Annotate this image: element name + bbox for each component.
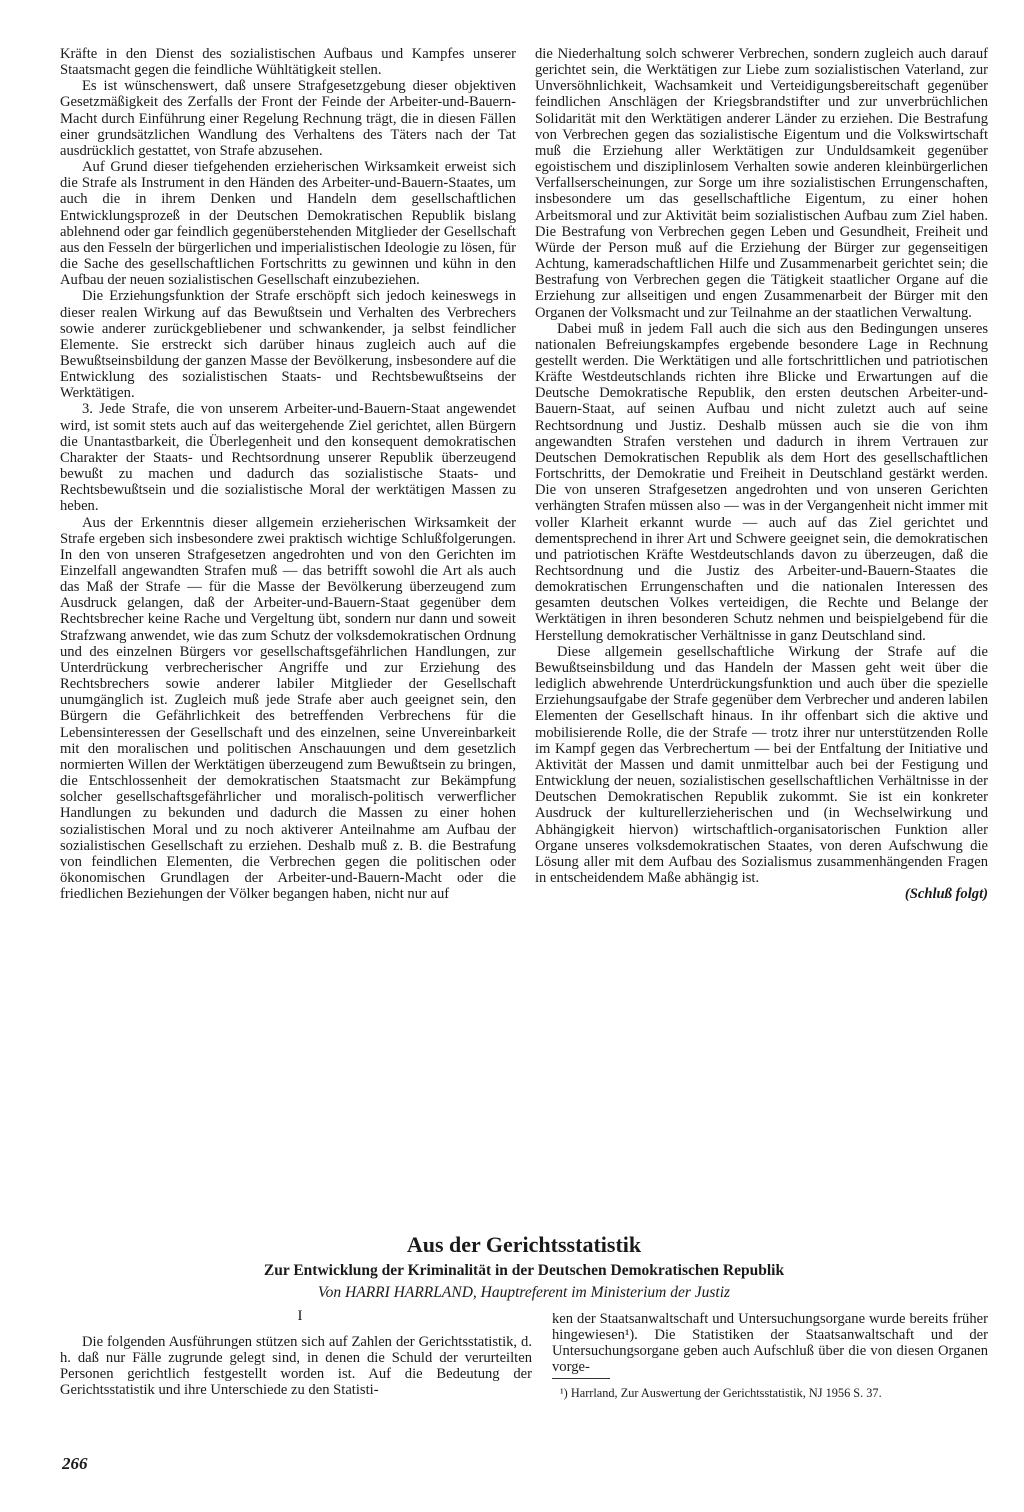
article-left-column	[60, 1334, 532, 1399]
paragraph: Es ist wünschenswert, daß unsere Strafgesetzgebung dieser objektiven Gesetzmäßigkeit des Zerfalls der Front der Feinde der Arbeiter-und-Bauern-Macht durch Einführung einer Regelung Rechnung trägt, die in diesen Fällen einer grundsätzlichen Wandlung des Verhaltens des Täters nach der Tat ausdrücklich gestattet, von Strafe abzusehen.	[60, 78, 516, 159]
paragraph: ken der Staatsanwaltschaft und Untersuchungsorgane wurde bereits früher hingewiesen¹). Die Statistiken der Staatsanwaltschaft und der Untersuchungsorgane geben auch Aufschluß über die von diesen Organen vorge-	[552, 1311, 988, 1376]
paragraph: Kräfte in den Dienst des sozialistischen Aufbaus und Kampfes unserer Staatsmacht gegen die feindliche Wühltätigkeit stellen.	[60, 46, 516, 79]
article-subtitle: Zur Entwicklung der Kriminalität in der Deutschen Demokratischen Republik	[263, 1262, 785, 1279]
paragraph: Dabei muß in jedem Fall auch die sich aus den Bedingungen unseres nationalen Befreiungskampfes ergebende besondere Lage in Rechnung gestellt werden. Die Werktätigen und alle fortschrittlichen und patriotischen Kräfte Westdeutschlands richten ihre Blicke und Erwartungen auf die Deutsche Demokratische Republik, den ersten deutschen Arbeiter-und-Bauern-Staat, auf seinen Aufbau und nicht zuletzt auch auf seine Rechtsordnung und Justiz. Deshalb müssen auch sie die von ihm angewandten Strafen verstehen und dadurch in ihrem Vertrauen zur Deutschen Demokratischen Republik als dem Hort des gesellschaftlichen Fortschritts, der Demokratie und Freiheit in Deutschland gestärkt werden. Die von unseren Strafgesetzen angedrohten und von unseren Gerichten verhängten Strafen müssen also — was in der Vergangenheit nicht immer mit voller Klarheit erkannt wurde — auch auf das Ziel gerichtet und dementsprechend in ihrer Art und Schwere geeignet sein, die demokratischen und patriotischen Kräfte Westdeutschlands davon zu überzeugen, daß die Rechtsordnung und die Justiz des Arbeiter-und-Bauern-Staates die demokratischen Errungenschaften und die nationalen Interessen des gesamten deutschen Volkes verteidigen, die Rechte und Belange der Werktätigen in ihren besonderen Schutz nehmen und beispielgebend für die Herstellung demokratischer Verhältnisse in ganz Deutschland sind.	[535, 320, 988, 644]
page-number: 266	[62, 1454, 88, 1473]
paragraph: Die Erziehungsfunktion der Strafe erschöpft sich jedoch keineswegs in dieser realen Wirkung auf das Bewußtsein und Verhalten des Verbrechers sowie anderer zurückgebliebener und schwankender, ja selbst feindlicher Elemente. Sie erstreckt sich darüber hinaus zugleich auch auf die Bewußtseinsbildung der ganzen Masse der Bevölkerung, insbesondere auf die Entwicklung des sozialistischen Staats- und Rechtsbewußtseins der Werktätigen.	[60, 288, 516, 402]
paragraph: Diese allgemein gesellschaftliche Wirkung der Strafe auf die Bewußtseinsbildung und das Handeln der Massen geht weit über die lediglich abwehrende Unterdrückungsfunktion und auch über die spezielle Erziehungsaufgabe der Strafe gegenüber dem Verbrecher und anderen labilen Elementen der Gesellschaft hinaus. In ihr offenbart sich die aktive und mobilisierende Rolle, die der Strafe — trotz ihrer nur unterstützenden Rolle im Kampf gegen das Verbrechertum — bei der Entfaltung der Initiative und Aktivität der Massen und damit unmittelbar auch bei der Festigung und Entwicklung der neuen, sozialistischen gesellschaftlichen Verhältnisse in der Deutschen Demokratischen Republik zukommt. Sie ist ein konkreter Ausdruck der kulturellerzieherischen und (in Wechselwirkung und Abhängigkeit hiervon) wirtschaftlich-organisatorischen Funktion aller Organe unseres volksdemokratischen Staates, von deren Aufschwung die Lösung aller mit dem Aufbau des Sozialismus zusammenhängenden Fragen in entscheidendem Maße abhängig ist.	[535, 643, 988, 886]
paragraph: Aus der Erkenntnis dieser allgemein erzieherischen Wirksamkeit der Strafe ergeben sich insbesondere zwei praktisch wichtige Schlußfolgerungen. In den von unseren Strafgesetzen angedrohten und von den Gerichten im Einzelfall angewandten Strafen muß — das betrifft sowohl die Art als auch das Maß der Strafe — für die Masse der Bevölkerung überzeugend zum Ausdruck gelangen, daß der Arbeiter-und-Bauern-Staat gegenüber dem Rechtsbrecher keine Rache und Vergeltung übt, sondern nur dann und soweit Strafzwang anwendet, wie das zum Schutz der volksdemokratischen Ordnung und des einzelnen Bürgers vor gesellschaftsgefährlichen Handlungen, zur Unterdrückung verbrecherischer Angriffe und zur Erziehung des Rechtsbrechers sowie anderer labiler Mitglieder der Gesellschaft unumgänglich ist. Zugleich muß jede Strafe aber auch geeignet sein, den Bürgern die Gefährlichkeit des betreffenden Verbrechens für die Lebensinteressen der Gesellschaft und des einzelnen, seine Unvereinbarkeit mit den moralischen und politischen Anschauungen und dem gesetzlich normierten Willen der Werktätigen überzeugend zum Bewußtsein zu bringen, die Entschlossenheit der demokratischen Staatsmacht zur Bekämpfung solcher gesellschaftsgefährlicher und moralisch-politisch verwerflicher Handlungen zu bekunden und dadurch die Massen zu einer hohen sozialistischen Moral und zu noch aktiverer Anteilnahme am Aufbau der sozialistischen Gesellschaft zu erziehen. Deshalb muß z. B. die Bestrafung von feindlichen Elementen, die Verbrechen gegen die politischen oder ökonomischen Grundlagen der Arbeiter-und-Bauern-Macht oder die friedlichen Beziehungen der Völker begangen haben, nicht nur auf	[60, 514, 516, 903]
paragraph: die Niederhaltung solch schwerer Verbrechen, sondern zugleich auch darauf gerichtet sein, die Werktätigen zur Liebe zum sozialistischen Vaterland, zur Unversöhnlichkeit, Wachsamkeit und Verteidigungsbereitschaft gegenüber feindlichen Anschlägen der Kriegsbrandstifter und zur unverbrüchlichen Solidarität mit den Werktätigen anderer Länder zu erziehen. Die Bestrafung von Verbrechen gegen das sozialistische Eigentum und die Volkswirtschaft muß die Erziehung aller Werktätigen zur Unduldsamkeit gegenüber egoistischem und disziplinlosem Verhalten sowie anderen kleinbürgerlichen Verfallserscheinungen, zur Sorge um ihre sozialistischen Errungenschaften, insbesondere um das gesellschaftliche Eigentum, zu einer hohen Arbeitsmoral und zur Aktivität beim sozialistischen Aufbau zum Ziel haben. Die Bestrafung von Verbrechen gegen Leben und Gesundheit, Freiheit und Würde der Person muß auf die Erziehung der Bürger zur gegenseitigen Achtung, kameradschaftlichen Hilfe und Zusammenarbeit gerichtet sein; die Bestrafung von Verbrechen gegen die Tätigkeit staatlicher Organe auf die Erziehung zur allseitigen und engen Zusammenarbeit der Bürger mit den Organen der Volksmacht und zur Teilnahme an der staatlichen Verwaltung.	[535, 46, 988, 321]
article-right-column	[552, 1311, 988, 1376]
footnote-divider	[552, 1378, 610, 1379]
article-title: Aus der Gerichtsstatistik	[406, 1232, 642, 1257]
continued-note: (Schluß folgt)	[904, 886, 988, 903]
left-column	[60, 46, 516, 902]
paragraph: Die folgenden Ausführungen stützen sich auf Zahlen der Gerichtsstatistik, d. h. daß nur Fälle zugrunde gelegt sind, in denen die Schuld der verurteilten Personen gerichtlich festgestellt worden ist. Auf die Bedeutung der Gerichtsstatistik und ihre Unterschiede zu den Statisti-	[60, 1334, 532, 1399]
section-number: I	[297, 1308, 303, 1324]
paragraph: Auf Grund dieser tiefgehenden erzieherischen Wirksamkeit erweist sich die Strafe als Instrument in den Händen des Arbeiter-und-Bauern-Staates, um auch die in ihrem Denken und Handeln dem gesellschaftlichen Entwicklungsprozeß in der Deutschen Demokratischen Republik bislang ablehnend oder gar feindlich gegenüberstehenden Mitglieder der Gesellschaft aus den Fesseln der bürgerlichen und imperialistischen Ideologie zu lösen, für die Sache des gesellschaftlichen Fortschritts zu gewinnen und kühn in den Aufbau der neuen sozialistischen Gesellschaft einzubeziehen.	[60, 159, 516, 289]
footnote: ¹) Harrland, Zur Auswertung der Gerichtsstatistik, NJ 1956 S. 37.	[560, 1386, 882, 1400]
article-byline: Von HARRI HARRLAND, Hauptreferent im Ministerium der Justiz	[317, 1284, 731, 1301]
paragraph: 3. Jede Strafe, die von unserem Arbeiter-und-Bauern-Staat angewendet wird, ist somit stets auch auf das weitergehende Ziel gerichtet, allen Bürgern die Unantastbarkeit, die Überlegenheit und den konsequent demokratischen Charakter der Staats- und Rechtsordnung unserer Republik überzeugend bewußt zu machen und dadurch das sozialistische Staats- und Rechtsbewußtsein und die sozialistische Moral der werktätigen Massen zu heben.	[60, 401, 516, 515]
right-column	[535, 46, 988, 902]
